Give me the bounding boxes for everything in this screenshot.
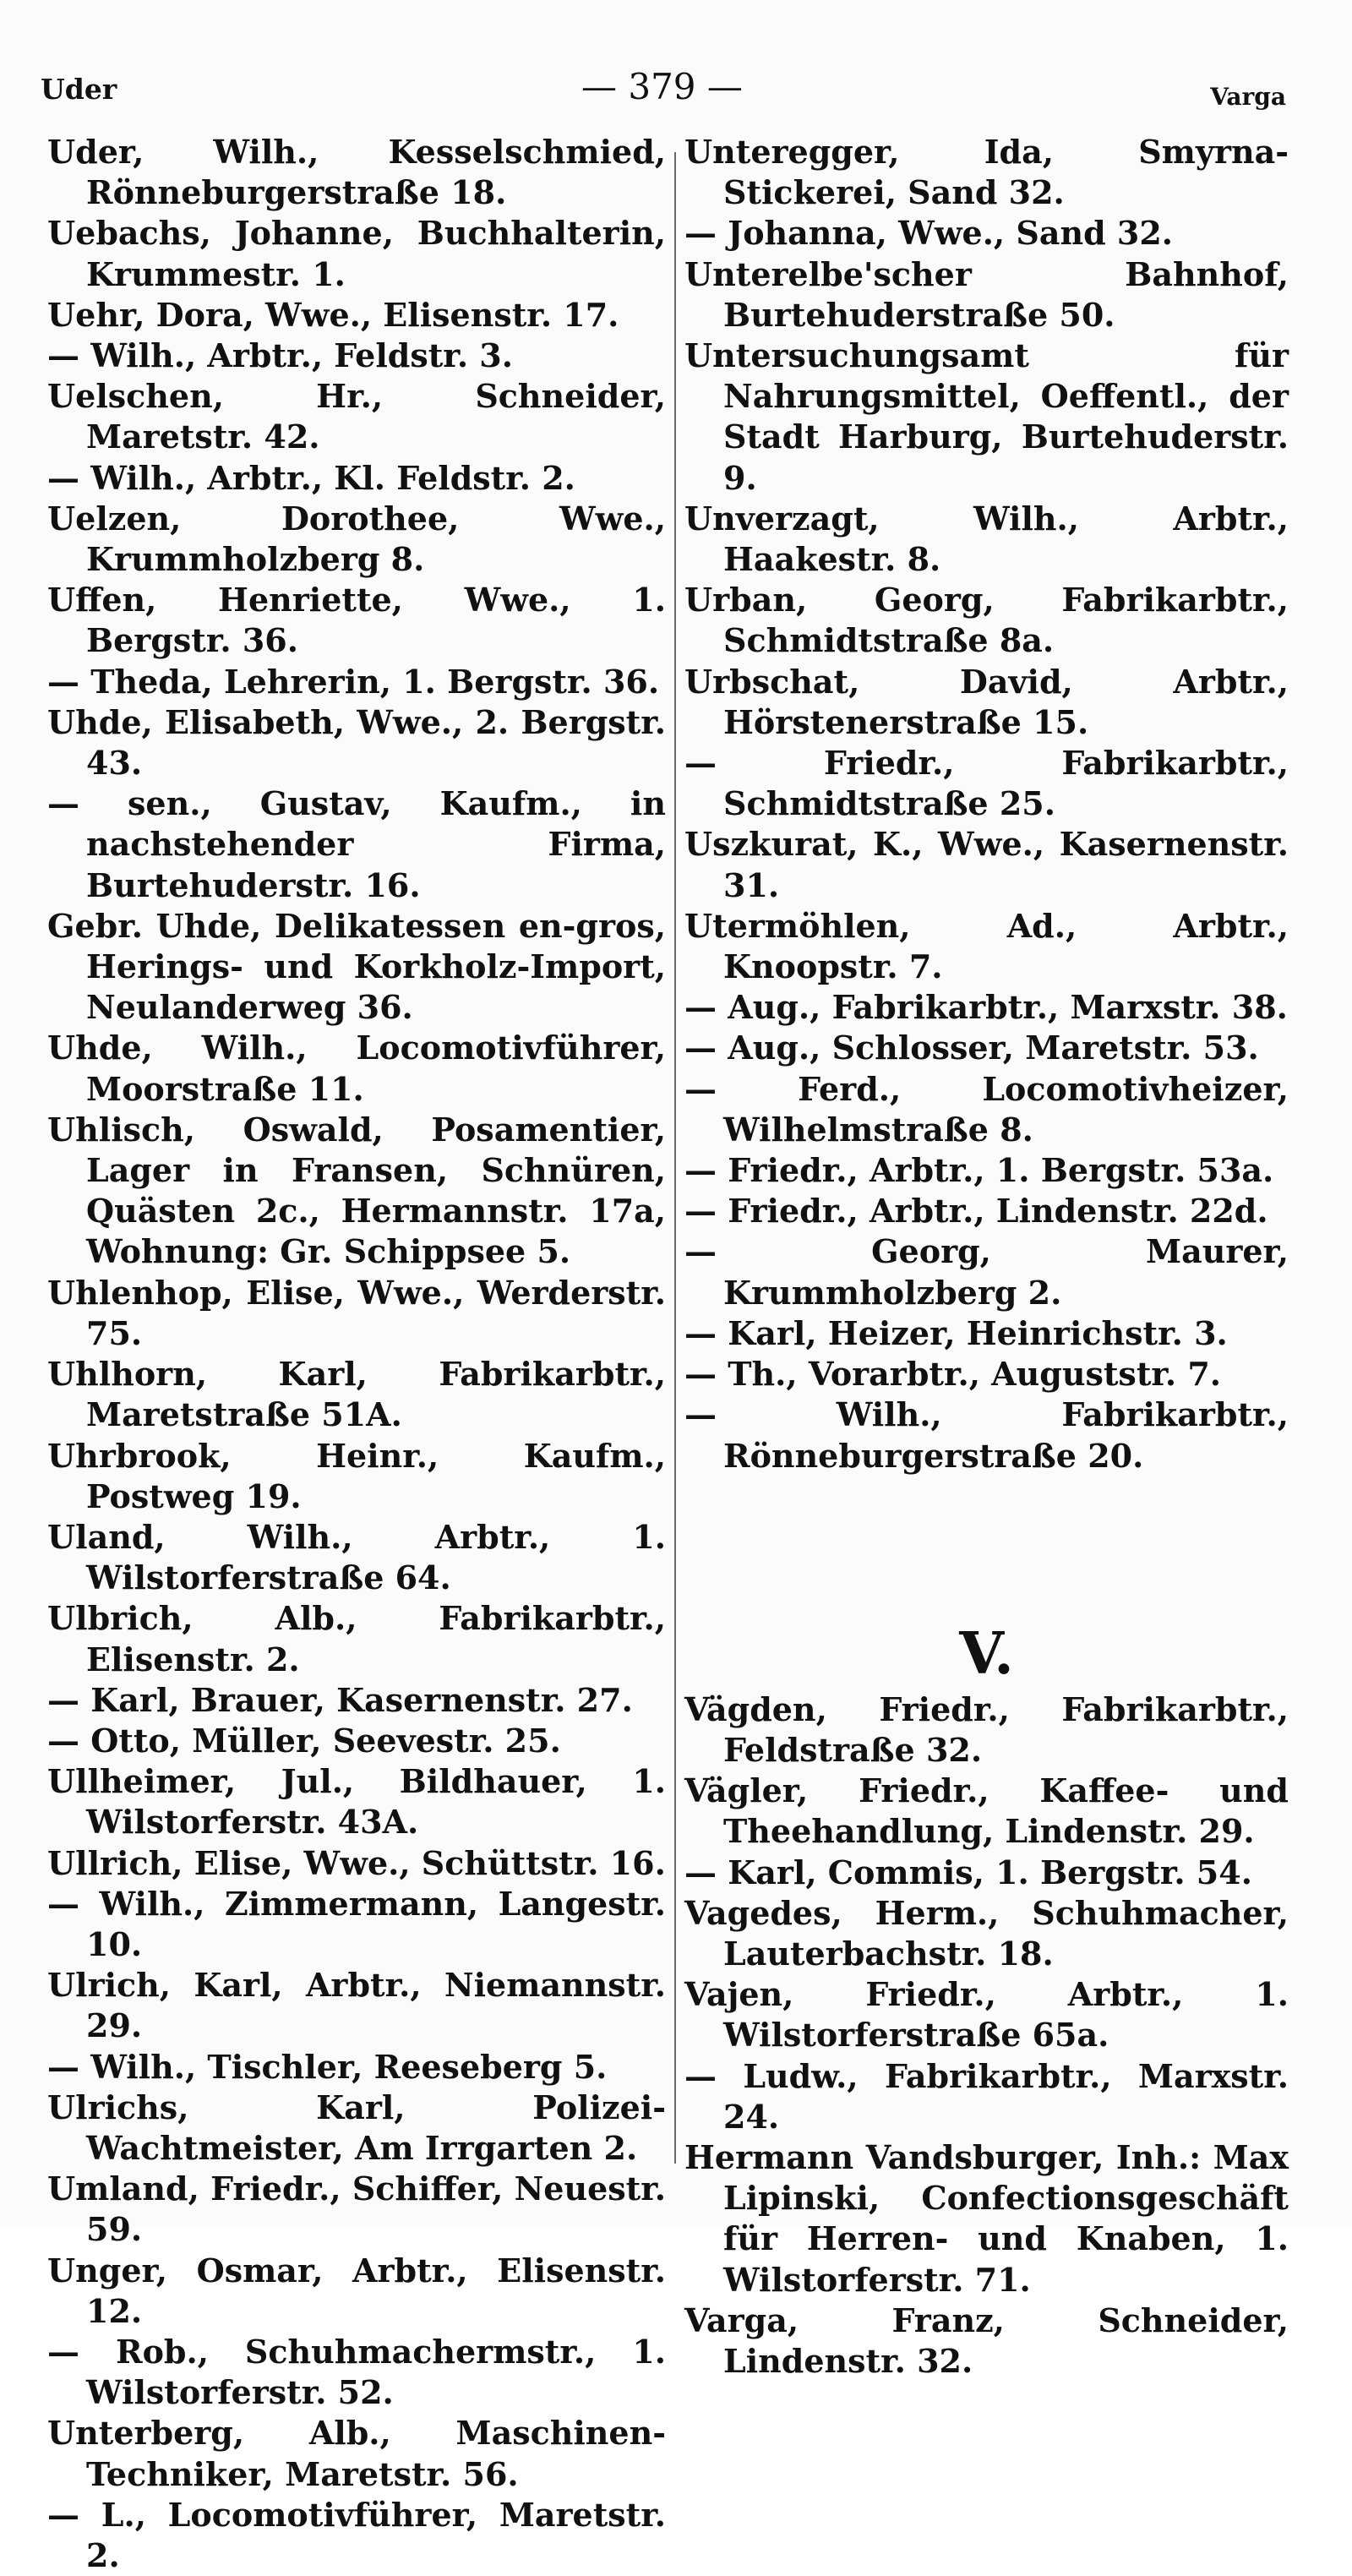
- list-item: Utermöhlen, Ad., Arbtr., Knoopstr. 7.: [684, 906, 1289, 986]
- list-item: Varga, Franz, Schneider, Lindenstr. 32.: [684, 2300, 1289, 2380]
- list-item: — Karl, Brauer, Kasernenstr. 27.: [47, 1680, 633, 1719]
- list-item: — Aug., Fabrikarbtr., Marxstr. 38.: [684, 988, 1288, 1027]
- header-right-word: Varga: [1210, 83, 1286, 111]
- list-item: Uszkurat, K., Wwe., Kasernenstr. 31.: [684, 825, 1289, 904]
- list-item: Ulrichs, Karl, Polizei-Wachtmeister, Am Irrgarten 2.: [47, 2088, 666, 2167]
- list-item: Urbschat, David, Arbtr., Hörstenerstraße 15.: [684, 662, 1289, 741]
- list-item: Ullheimer, Jul., Bildhauer, 1. Wilstorferstr. 43A.: [47, 1762, 666, 1842]
- list-item: — Wilh., Tischler, Reeseberg 5.: [47, 2047, 608, 2086]
- list-item: — Aug., Schlosser, Maretstr. 53.: [684, 1029, 1259, 1067]
- list-item: Uehr, Dora, Wwe., Elisenstr. 17.: [47, 295, 619, 334]
- list-item: Vägden, Friedr., Fabrikarbtr., Feldstraße 32.: [684, 1689, 1289, 1769]
- list-item: Uhde, Wilh., Locomotivführer, Moorstraße 11.: [47, 1029, 666, 1108]
- list-item: Uelzen, Dorothee, Wwe., Krummholzberg 8.: [47, 499, 666, 579]
- list-item: — Georg, Maurer, Krummholzberg 2.: [684, 1232, 1289, 1312]
- list-item: — Th., Vorarbtr., Auguststr. 7.: [684, 1355, 1222, 1394]
- list-item: Vajen, Friedr., Arbtr., 1. Wilstorferstraße 65a.: [684, 1975, 1289, 2055]
- column-divider: [674, 152, 676, 2164]
- list-item: Uder, Wilh., Kesselschmied, Rönneburgerstraße 18.: [47, 133, 666, 212]
- list-item: Ullrich, Elise, Wwe., Schüttstr. 16.: [47, 1843, 666, 1882]
- list-item: — Friedr., Fabrikarbtr., Schmidtstraße 25.: [684, 744, 1289, 823]
- list-item: Vägler, Friedr., Kaffee- und Theehandlung, Lindenstr. 29.: [684, 1771, 1289, 1851]
- list-item: Uhlhorn, Karl, Fabrikarbtr., Maretstraße 51A.: [47, 1355, 666, 1434]
- list-item: Unterelbe'scher Bahnhof, Burtehuderstraße 50.: [684, 254, 1289, 334]
- list-item: Unverzagt, Wilh., Arbtr., Haakestr. 8.: [684, 499, 1289, 579]
- list-item: — L., Locomotivführer, Maretstr. 2.: [47, 2495, 666, 2574]
- list-item: — Friedr., Arbtr., 1. Bergstr. 53a.: [684, 1151, 1274, 1190]
- page-number: — 379 —: [581, 66, 743, 107]
- list-item: Uelschen, Hr., Schneider, Maretstr. 42.: [47, 377, 666, 456]
- list-item: Ulbrich, Alb., Fabrikarbtr., Elisenstr. 2.: [47, 1599, 666, 1678]
- list-item: — Ludw., Fabrikarbtr., Marxstr. 24.: [684, 2056, 1289, 2136]
- list-item: Gebr. Uhde, Delikatessen en-gros, Herings- und Korkholz-Import, Neulanderweg 36.: [47, 906, 666, 1027]
- list-item: Uebachs, Johanne, Buchhalterin, Krummestr. 1.: [47, 214, 666, 293]
- list-item: — Rob., Schuhmachermstr., 1. Wilstorferstr. 52.: [47, 2332, 666, 2412]
- list-item: — Wilh., Fabrikarbtr., Rönneburgerstraße 20.: [684, 1395, 1289, 1475]
- list-item: Unteregger, Ida, Smyrna-Stickerei, Sand 32.: [684, 133, 1289, 212]
- list-item: — Wilh., Zimmermann, Langestr. 10.: [47, 1884, 666, 1963]
- list-item: Vagedes, Herm., Schuhmacher, Lauterbachstr. 18.: [684, 1893, 1289, 1973]
- list-item: Uland, Wilh., Arbtr., 1. Wilstorferstraße 64.: [47, 1517, 666, 1597]
- list-item: Hermann Vandsburger, Inh.: Max Lipinski, Confectionsgeschäft für Herren- und Knaben, 1. Wilstorferstr. 71.: [684, 2137, 1289, 2299]
- list-item: Ulrich, Karl, Arbtr., Niemannstr. 29.: [47, 1966, 666, 2045]
- list-item: Uhlenhop, Elise, Wwe., Werderstr. 75.: [47, 1273, 666, 1352]
- list-item: Uffen, Henriette, Wwe., 1. Bergstr. 36.: [47, 581, 666, 660]
- list-item: — Friedr., Arbtr., Lindenstr. 22d.: [684, 1192, 1268, 1231]
- list-item: — Otto, Müller, Seevestr. 25.: [47, 1721, 561, 1760]
- list-item: Umland, Friedr., Schiffer, Neuestr. 59.: [47, 2169, 666, 2249]
- page-header: [41, 66, 1286, 123]
- list-item: Urban, Georg, Fabrikarbtr., Schmidtstraße 8a.: [684, 581, 1289, 660]
- list-item: — Johanna, Wwe., Sand 32.: [684, 214, 1173, 253]
- section-letter-heading: V.: [959, 1619, 1014, 1688]
- list-item: Uhrbrook, Heinr., Kaufm., Postweg 19.: [47, 1436, 666, 1515]
- list-item: — Wilh., Arbtr., Feldstr. 3.: [47, 336, 513, 375]
- list-item: Unterberg, Alb., Maschinen-Techniker, Maretstr. 56.: [47, 2414, 666, 2493]
- list-item: — Wilh., Arbtr., Kl. Feldstr. 2.: [47, 458, 575, 497]
- list-item: — Karl, Heizer, Heinrichstr. 3.: [684, 1313, 1228, 1352]
- list-item: Uhde, Elisabeth, Wwe., 2. Bergstr. 43.: [47, 702, 666, 783]
- list-item: — sen., Gustav, Kaufm., in nachstehender Firma, Burtehuderstr. 16.: [47, 784, 666, 904]
- list-item: — Ferd., Locomotivheizer, Wilhelmstraße 8.: [684, 1069, 1289, 1149]
- list-item: Untersuchungsamt für Nahrungsmittel, Oeffentl., der Stadt Harburg, Burtehuderstr. 9.: [684, 336, 1289, 497]
- right-column: [684, 132, 1289, 2382]
- list-item: — Theda, Lehrerin, 1. Bergstr. 36.: [47, 662, 660, 701]
- list-item: Unger, Osmar, Arbtr., Elisenstr. 12.: [47, 2251, 666, 2330]
- list-item: — Karl, Commis, 1. Bergstr. 54.: [684, 1853, 1252, 1891]
- list-item: Uhlisch, Oswald, Posamentier, Lager in Fransen, Schnüren, Quästen 2c., Hermannstr. 17a, Wohnung: Gr. Schippsee 5.: [47, 1110, 666, 1271]
- header-left-word: Uder: [41, 73, 117, 106]
- left-column: [47, 132, 666, 2576]
